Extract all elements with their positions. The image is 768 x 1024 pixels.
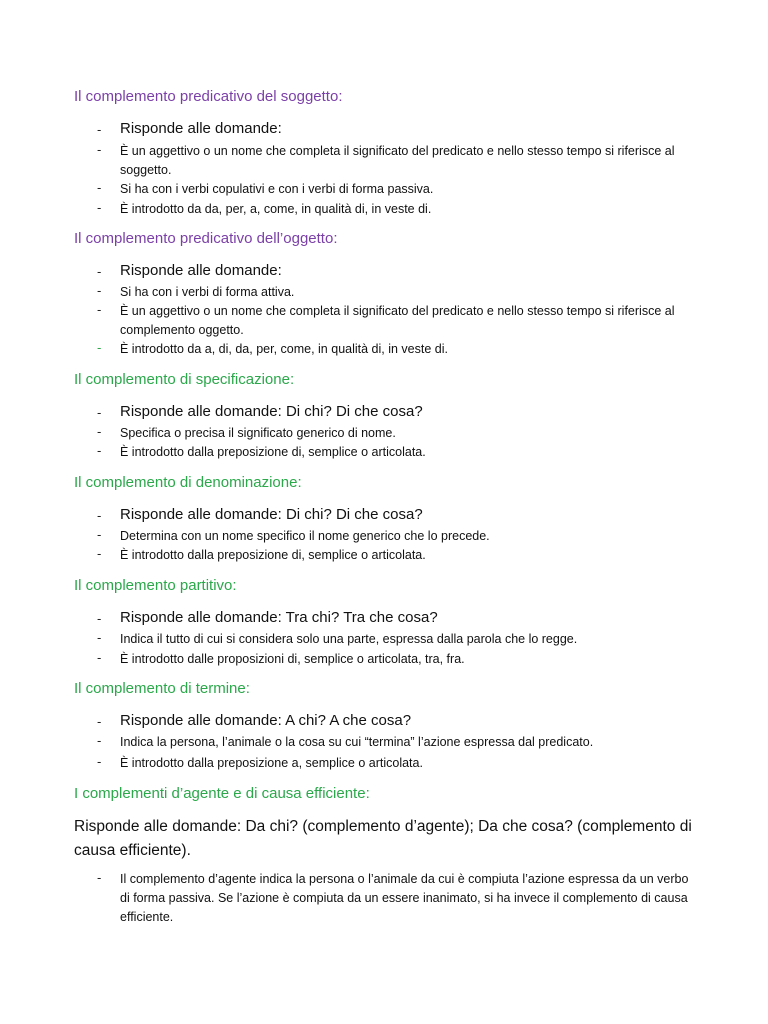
bullet-dash: -: [97, 142, 102, 157]
section-heading: Il complemento di termine:: [74, 680, 250, 697]
bullet-dash: -: [97, 508, 102, 523]
list-item-text: È introdotto dalla preposizione di, semplice o articolata.: [120, 548, 426, 562]
section-heading: Il complemento di specificazione:: [74, 371, 295, 388]
bullet-dash: -: [97, 870, 102, 885]
bullet-dash: -: [97, 443, 102, 458]
bullet-dash: -: [97, 630, 102, 645]
list-item-text: Risponde alle domande: A chi? A che cosa?: [120, 712, 412, 729]
list-item-text: Si ha con i verbi copulativi e con i verbi di forma passiva.: [120, 182, 434, 196]
list-item-text: È introdotto dalla preposizione di, semplice o articolata.: [120, 445, 426, 459]
list-item-text: È introdotto dalla preposizione a, semplice o articolata.: [120, 756, 423, 770]
bullet-dash: -: [97, 527, 102, 542]
section-heading: Il complemento di denominazione:: [74, 474, 302, 491]
list-item-text: Risponde alle domande: Tra chi? Tra che cosa?: [120, 609, 438, 626]
list-item-text: È un aggettivo o un nome che completa il significato del predicato e nello stesso tempo si riferisce al complemento oggetto.: [120, 304, 675, 337]
bullet-dash: -: [97, 264, 102, 279]
list-item-text: Determina con un nome specifico il nome generico che lo precede.: [120, 529, 490, 543]
list-item-text: Risponde alle domande: Di chi? Di che cosa?: [120, 403, 423, 420]
bullet-dash: -: [97, 122, 102, 137]
section-paragraph: Risponde alle domande: Da chi? (complemento d’agente); Da che cosa? (complemento di causa efficiente).: [74, 818, 692, 859]
bullet-dash: -: [97, 340, 102, 355]
bullet-dash: -: [97, 611, 102, 626]
list-item-text: Indica la persona, l’animale o la cosa su cui “termina” l’azione espressa dal predicato.: [120, 735, 594, 749]
list-item-text: È introdotto da da, per, a, come, in qualità di, in veste di.: [120, 202, 432, 216]
list-item-text: Il complemento d’agente indica la persona o l’animale da cui è compiuta l’azione espressa da un verbo di forma passiva. Se l’azione è compiuta da un essere inanimato, si ha invece il complemento di causa efficiente.: [120, 872, 689, 924]
list-item-text: Risponde alle domande:: [120, 120, 282, 137]
list-item-text: Si ha con i verbi di forma attiva.: [120, 285, 295, 299]
list-item-text: Indica il tutto di cui si considera solo una parte, espressa dalla parola che lo regge.: [120, 632, 578, 646]
bullet-dash: -: [97, 714, 102, 729]
bullet-dash: -: [97, 754, 102, 769]
bullet-dash: -: [97, 405, 102, 420]
list-item-text: Specifica o precisa il significato generico di nome.: [120, 426, 396, 440]
list-item-text: Risponde alle domande:: [120, 262, 282, 279]
section-heading: Il complemento partitivo:: [74, 577, 237, 594]
bullet-dash: -: [97, 424, 102, 439]
list-item-text: È un aggettivo o un nome che completa il significato del predicato e nello stesso tempo si riferisce al soggetto.: [120, 144, 675, 177]
section-heading: Il complemento predicativo del soggetto:: [74, 88, 343, 105]
list-item-text: È introdotto dalle proposizioni di, semplice o articolata, tra, fra.: [120, 652, 465, 666]
bullet-dash: -: [97, 302, 102, 317]
bullet-dash: -: [97, 650, 102, 665]
bullet-dash: -: [97, 546, 102, 561]
section-heading: Il complemento predicativo dell’oggetto:: [74, 230, 338, 247]
bullet-dash: -: [97, 283, 102, 298]
section-heading: I complementi d’agente e di causa efficiente:: [74, 785, 370, 802]
bullet-dash: -: [97, 180, 102, 195]
list-item-text: Risponde alle domande: Di chi? Di che cosa?: [120, 506, 423, 523]
bullet-dash: -: [97, 733, 102, 748]
list-item-text: È introdotto da a, di, da, per, come, in qualità di, in veste di.: [120, 342, 448, 356]
bullet-dash: -: [97, 200, 102, 215]
